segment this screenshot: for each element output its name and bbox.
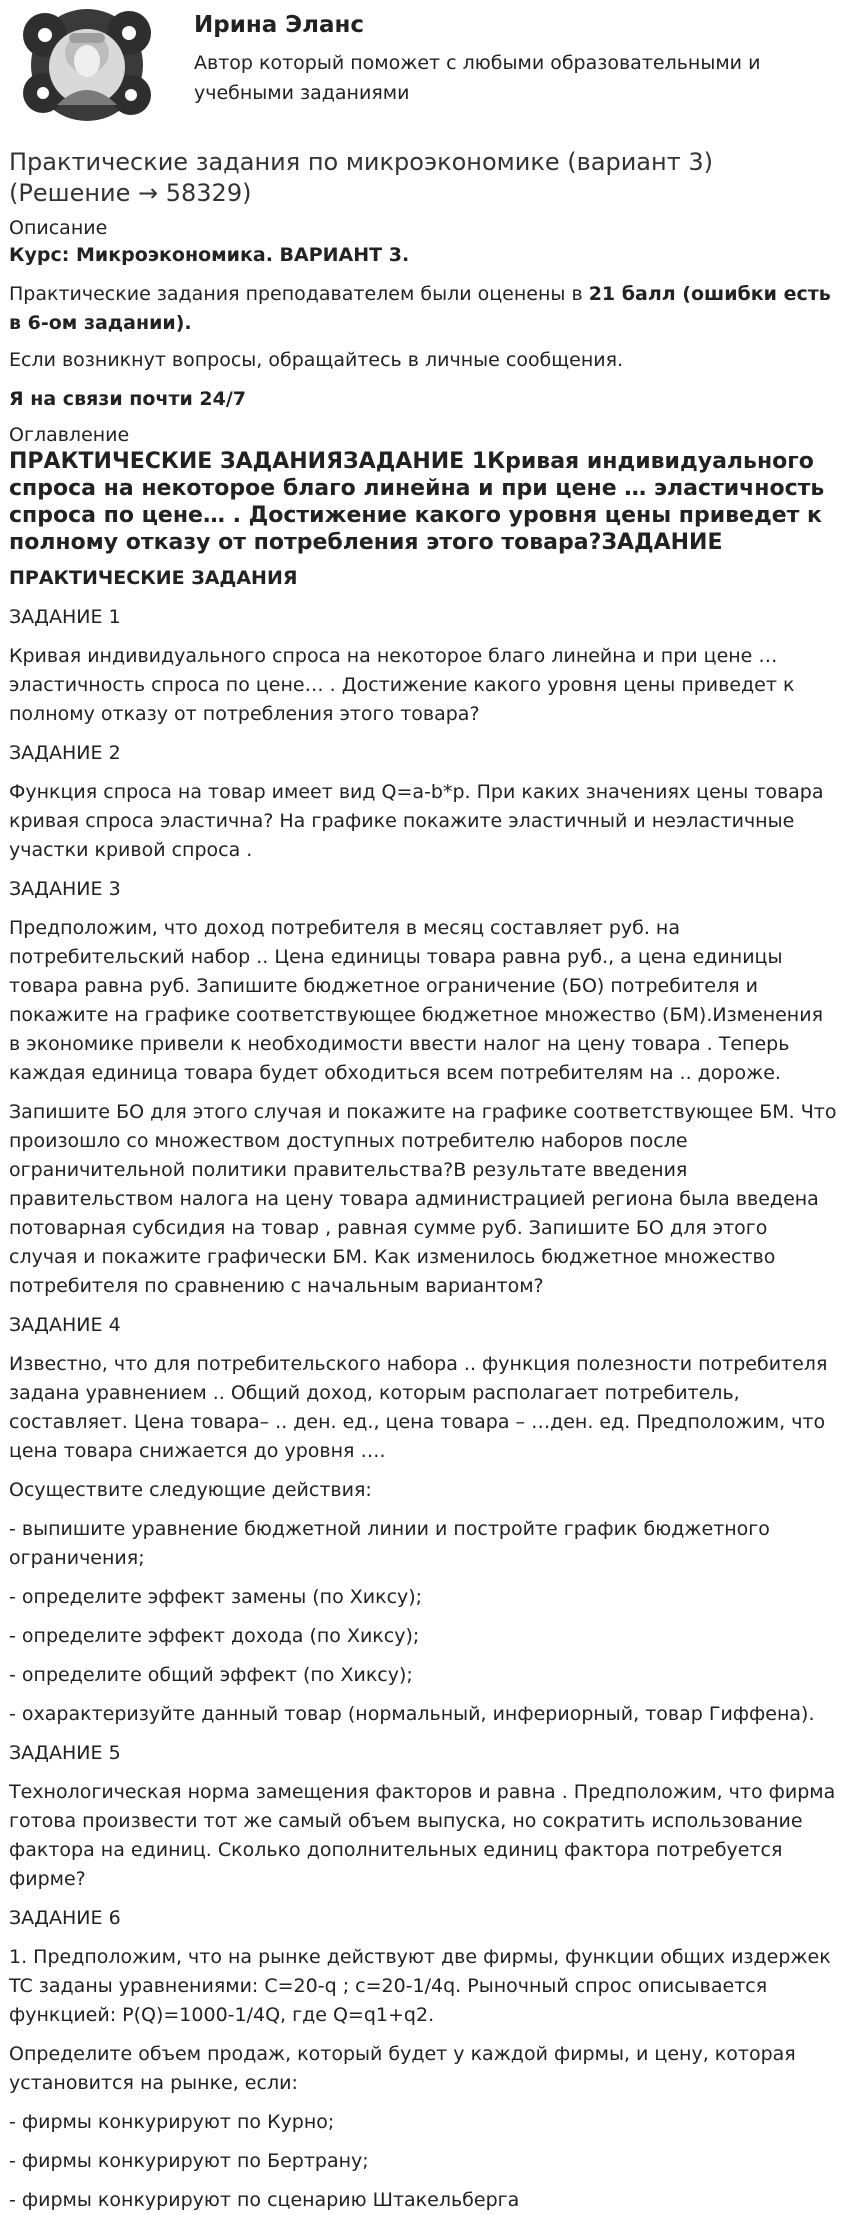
task4-item-3: - определите эффект дохода (по Хиксу);	[9, 1625, 420, 1647]
description-label: Описание	[9, 217, 108, 239]
page-title	[9, 147, 838, 209]
task3-text-2: Запишите БО для этого случая и покажите на графике соответствующее БМ. Что произошло со множеством доступных потребителю наборов после ограничительной политики правительства?В результате введения правительством налога на цену товара администрацией региона была введена потоварная субсидия на товар , равная сумме руб. Запишите БО для этого случая и покажите графически БМ. Как изменилось бюджетное множество потребителя по сравнению с начальным вариантом?	[9, 1101, 837, 1297]
task6-text: 1. Предположим, что на рынке действуют две фирмы, функции общих издержек TC заданы уравнениями: C=20-q ; c=20-1/4q. Рыночный спрос описывается функцией: P(Q)=1000-1/4Q, где Q=q1+q2.	[9, 1946, 831, 2026]
task1-text: Кривая индивидуального спроса на некоторое благо линейна и при цене … эластичность спроса по цене… . Достижение какого уровня цены приведет к полному отказу от потребления этого товара?	[9, 645, 795, 725]
questions-note: Если возникнут вопросы, обращайтесь в личные сообщения.	[9, 349, 624, 371]
task5-heading: ЗАДАНИЕ 5	[9, 1742, 121, 1764]
author-name[interactable]: Ирина Эланс	[194, 12, 365, 38]
task4-item-5: - охарактеризуйте данный товар (нормальный, инфериорный, товар Гиффена).	[9, 1703, 815, 1725]
task6-question: Определите объем продаж, который будет у каждой фирмы, и цену, которая установится на рынке, если:	[9, 2043, 796, 2094]
grade-paragraph	[9, 280, 838, 338]
task3-heading: ЗАДАНИЕ 3	[9, 878, 121, 900]
toc-text: ПРАКТИЧЕСКИЕ ЗАДАНИЯЗАДАНИЕ 1Кривая индивидуального спроса на некоторое благо линейна и при цене … эластичность спроса по цене… . Достижение какого уровня цены приведет к полному отказу от потребления этого товара?ЗАДАНИЕ	[9, 449, 825, 555]
author-description: Автор который поможет с любыми образовательными и учебными заданиями	[194, 52, 761, 104]
course-line: Курс: Микроэкономика. ВАРИАНТ 3.	[9, 244, 410, 266]
task4-item-2: - определите эффект замены (по Хиксу);	[9, 1586, 423, 1608]
author-card	[9, 0, 838, 147]
task4-text: Известно, что для потребительского набора .. функция полезности потребителя задана уравнением .. Общий доход, которым располагает потребитель, составляет. Цена товара– .. ден. ед., цена товара – …ден. ед. Предположим, что цена товара снижается до уровня ….	[9, 1353, 828, 1462]
task3-text-1: Предположим, что доход потребителя в месяц составляет руб. на потребительский набор .. Цена единицы товара равна руб., а цена единицы товара равна руб. Запишите бюджетное ограничение (БО) потребителя и покажите на графике соответствующее бюджетное множество (БМ).Изменения в экономике привели к необходимости ввести налог на цену товара . Теперь каждая единица товара будет обходиться всем потребителям на .. дороже.	[9, 917, 824, 1084]
task2-text: Функция спроса на товар имеет вид Q=a-b*p. При каких значениях цены товара кривая спроса эластична? На графике покажите эластичный и неэластичные участки кривой спроса .	[9, 781, 824, 861]
task6-item-1: - фирмы конкурируют по Курно;	[9, 2111, 335, 2133]
task6-heading: ЗАДАНИЕ 6	[9, 1907, 121, 1929]
task4-item-4: - определите общий эффект (по Хиксу);	[9, 1664, 413, 1686]
availability-note: Я на связи почти 24/7	[9, 388, 247, 410]
task6-item-2: - фирмы конкурируют по Бертрану;	[9, 2150, 369, 2172]
task4-actions-label: Осуществите следующие действия:	[9, 1479, 372, 1501]
section-heading: ПРАКТИЧЕСКИЕ ЗАДАНИЯ	[9, 567, 298, 589]
grade-prefix: Практические задания преподавателем были оценены в	[9, 283, 589, 305]
task2-heading: ЗАДАНИЕ 2	[9, 742, 121, 764]
toc-label: Оглавление	[9, 424, 130, 446]
grade-value: 21 балл (ошибки есть в 6-ом задании).	[9, 283, 831, 334]
title-line-2: (Решение → 58329)	[9, 179, 252, 207]
author-avatar[interactable]	[17, 5, 157, 125]
task4-heading: ЗАДАНИЕ 4	[9, 1314, 121, 1336]
task5-text: Технологическая норма замещения факторов и равна . Предположим, что фирма готова произвести тот же самый объем выпуска, но сократить использование фактора на единиц. Сколько дополнительных единиц фактора потребуется фирме?	[9, 1781, 836, 1890]
task4-item-1: - выпишите уравнение бюджетной линии и постройте график бюджетного ограничения;	[9, 1518, 770, 1569]
task1-heading: ЗАДАНИЕ 1	[9, 606, 121, 628]
task6-item-3: - фирмы конкурируют по сценарию Штакельберга	[9, 2189, 520, 2211]
title-line-1: Практические задания по микроэкономике (вариант 3)	[9, 148, 713, 176]
